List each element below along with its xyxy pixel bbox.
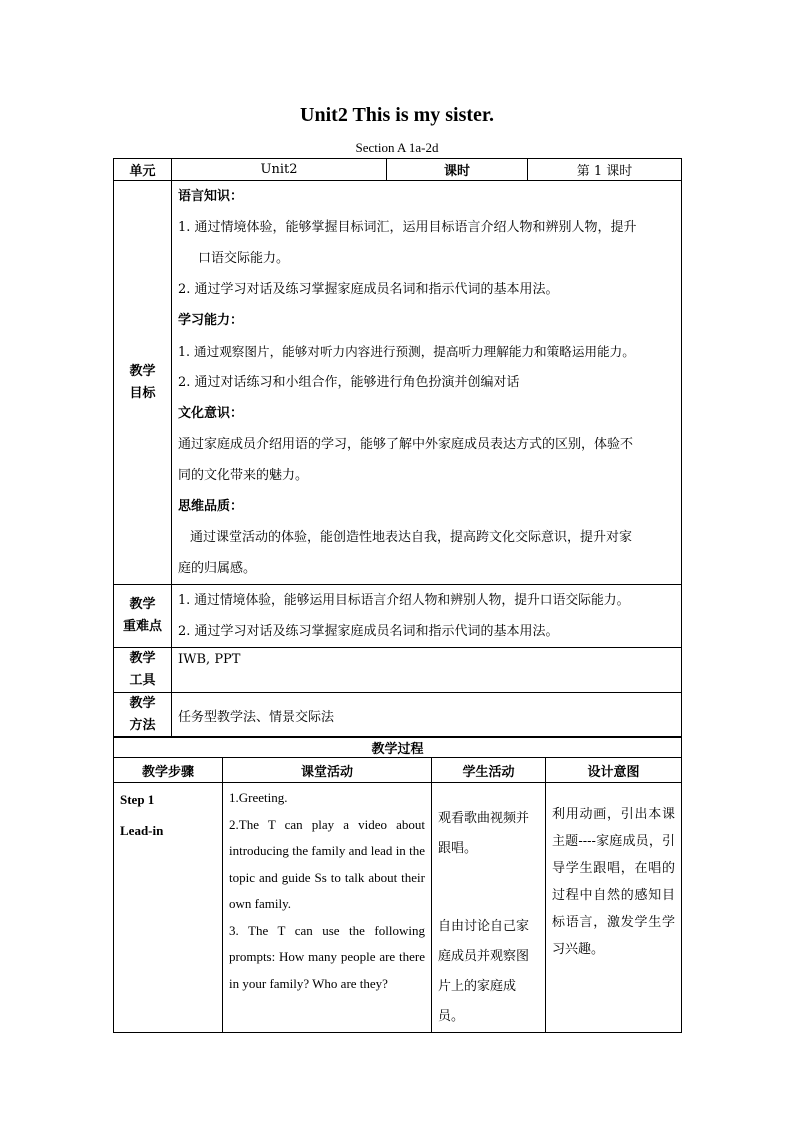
process-table xyxy=(113,736,682,1033)
tools-label-1: 教学 xyxy=(129,651,156,666)
key-point-1: 1. 通过情境体验，能够运用目标语言介绍人物和辨别人物，提升口语交际能力。 xyxy=(178,593,630,608)
thinking-text-2: 庭的归属感。 xyxy=(178,561,257,576)
objectives-label xyxy=(114,181,172,585)
key-points-label-1: 教学 xyxy=(129,597,156,612)
methods-label xyxy=(114,693,172,738)
process-title: 教学过程 xyxy=(114,737,682,758)
process-header-row xyxy=(114,758,682,783)
unit-value: Unit2 xyxy=(172,159,387,181)
process-header-student: 学生活动 xyxy=(432,758,546,783)
activity-2: 2.The T can play a video about introducing the family and lead in the topic and guide Ss to talk about their own family. xyxy=(229,816,425,911)
unit-label: 单元 xyxy=(114,159,172,181)
step-name: Lead-in xyxy=(120,823,164,838)
process-header-activity: 课堂活动 xyxy=(223,758,432,783)
tools-row xyxy=(114,648,682,693)
page-title: Unit2 This is my sister. xyxy=(300,104,494,126)
culture-text-2: 同的文化带来的魅力。 xyxy=(178,468,309,483)
process-step-1-row xyxy=(114,783,682,1033)
key-points-content xyxy=(172,585,682,648)
student-activity-2: 自由讨论自己家庭成员并观察图片上的家庭成员。 xyxy=(438,919,530,1024)
methods-label-2: 方法 xyxy=(129,718,156,733)
methods-label-1: 教学 xyxy=(129,696,156,711)
process-header-step: 教学步骤 xyxy=(114,758,223,783)
student-activity-1: 观看歌曲视频并跟唱。 xyxy=(438,811,530,856)
section-subtitle: Section A 1a-2d xyxy=(355,140,439,155)
tools-label-2: 工具 xyxy=(129,673,156,688)
step-number: Step 1 xyxy=(120,792,155,807)
activity-3: 3. The T can use the following prompts: How many people are there in your family? Who are they? xyxy=(229,922,425,991)
process-header-intent: 设计意图 xyxy=(546,758,682,783)
language-item-1: 1. 通过情境体验，能够掌握目标词汇，运用目标语言介绍人物和辨别人物，提升 xyxy=(178,220,637,235)
ability-item-1: 1. 通过观察图片，能够对听力内容进行预测，提高听力理解能力和策略运用能力。 xyxy=(178,344,635,359)
activity-1: 1.Greeting. xyxy=(229,790,288,805)
key-point-2: 2. 通过学习对话及练习掌握家庭成员名词和指示代词的基本用法。 xyxy=(178,624,559,639)
key-points-label-2: 重难点 xyxy=(122,619,162,634)
methods-row xyxy=(114,693,682,738)
language-item-1-cont: 口语交际能力。 xyxy=(198,251,290,266)
tools-label xyxy=(114,648,172,693)
objectives-content xyxy=(172,181,682,585)
lesson-info-table xyxy=(113,158,682,738)
step-cell xyxy=(114,783,223,1033)
thinking-title: 思维品质： xyxy=(178,499,244,514)
process-title-row xyxy=(114,737,682,758)
student-cell xyxy=(432,783,546,1033)
key-points-row xyxy=(114,585,682,648)
ability-title: 学习能力： xyxy=(178,313,244,328)
intent-cell xyxy=(546,783,682,1033)
thinking-text-1: 通过课堂活动的体验，能创造性地表达自我，提高跨文化交际意识，提升对家 xyxy=(190,530,633,545)
period-value: 第 1 课时 xyxy=(528,159,682,181)
design-intent: 利用动画，引出本课主题----家庭成员，引导学生跟唱，在唱的过程中自然的感知目标语言，激发学生学习兴趣。 xyxy=(552,807,676,957)
activity-cell xyxy=(223,783,432,1033)
header-row xyxy=(114,159,682,181)
methods-value: 任务型教学法、情景交际法 xyxy=(172,693,682,738)
culture-text-1: 通过家庭成员介绍用语的学习，能够了解中外家庭成员表达方式的区别，体验不 xyxy=(178,437,634,452)
key-points-label xyxy=(114,585,172,648)
tools-value: IWB, PPT xyxy=(172,648,682,693)
language-item-2: 2. 通过学习对话及练习掌握家庭成员名词和指示代词的基本用法。 xyxy=(178,282,559,297)
language-title: 语言知识： xyxy=(178,189,244,204)
ability-item-2: 2. 通过对话练习和小组合作，能够进行角色扮演并创编对话 xyxy=(178,375,520,390)
objectives-label-text: 教学目标 xyxy=(129,363,156,401)
period-label: 课时 xyxy=(387,159,528,181)
objectives-row xyxy=(114,181,682,585)
culture-title: 文化意识： xyxy=(178,406,244,421)
